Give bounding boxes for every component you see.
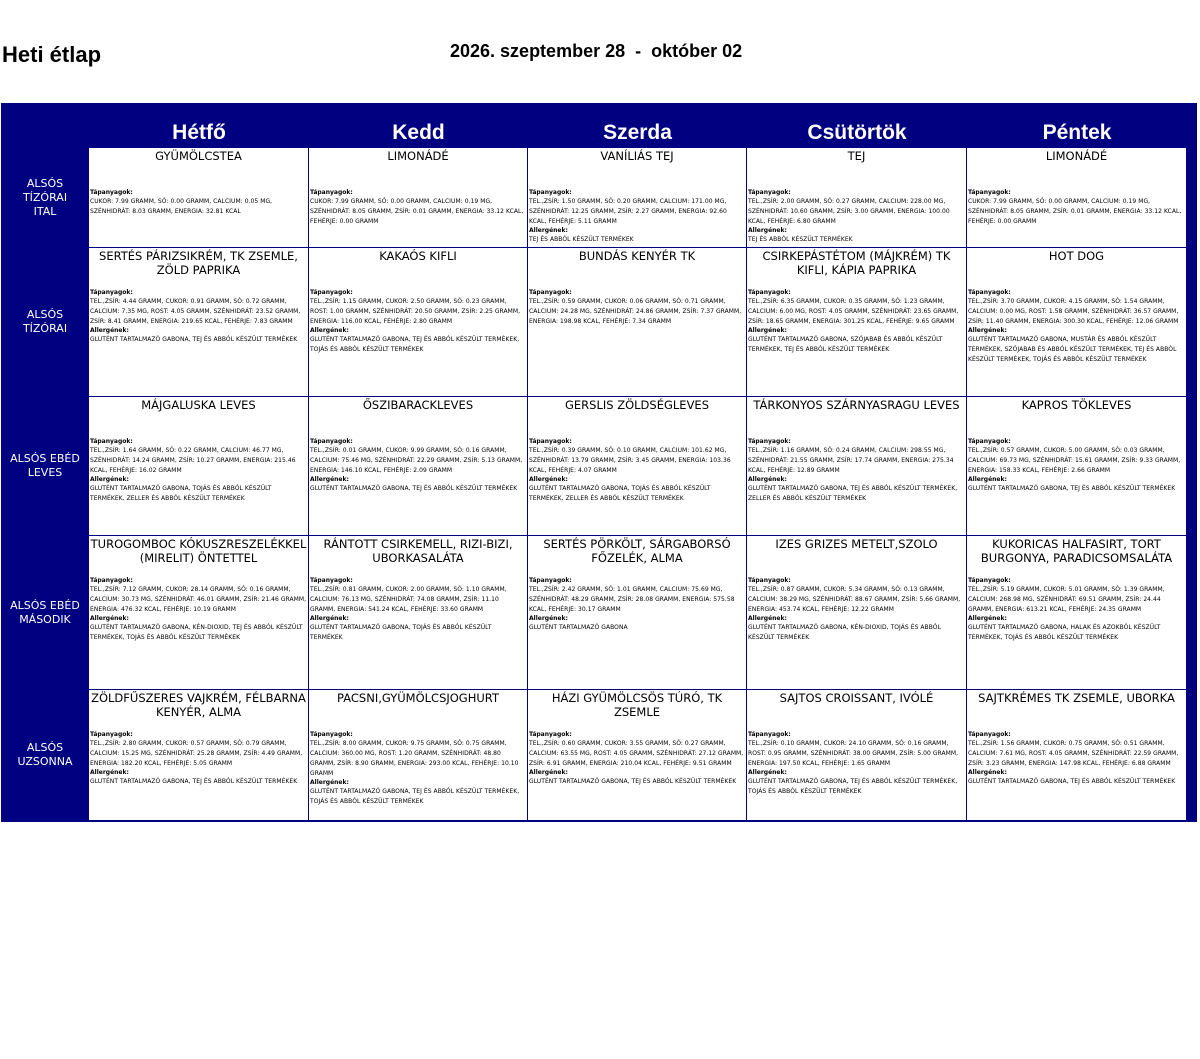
menu-cell-tizorai-ital-thursday bbox=[747, 148, 966, 247]
dish-name: TÁRKONYOS SZÁRNYASRAGU LEVES bbox=[753, 398, 960, 412]
menu-cell-ebed-masodik-wednesday bbox=[528, 536, 746, 689]
dish-name: VANÍLIÁS TEJ bbox=[600, 149, 674, 163]
allergens-text: GLUTÉNT TARTALMAZÓ GABONA, TEJ ÉS ABBÓL KÉSZÜLT TERMÉKEK, ZELLER ÉS ABBÓL KÉSZÜLT TERMÉKEK bbox=[748, 485, 958, 502]
nutrients-text: CUKOR: 7.99 GRAMM, SÓ: 0.00 GRAMM, CALCIUM: 0.05 MG, SZÉNHIDRÁT: 8.03 GRAMM, ENERGIA: 32.81 KCAL bbox=[90, 198, 273, 215]
nutrients-text: TEL.,ZSÍR: 4.44 GRAMM, CUKOR: 0.91 GRAMM, SÓ: 0.72 GRAMM, CALCIUM: 7.35 MG, ROST: 4.05 GRAMM, SZÉNHIDRÁT: 23.52 GRAMM, ZSÍR: 8.41 GRAMM, ENERGIA: 219.65 KCAL, FEHÉRJE: 7.83 GRAMM bbox=[90, 298, 301, 325]
menu-cell-ebed-leves-monday bbox=[89, 397, 308, 535]
menu-table bbox=[1, 103, 1197, 822]
nutrients-label: Tápanyagok: bbox=[748, 731, 791, 738]
allergens-text: GLUTÉNT TARTALMAZÓ GABONA, TEJ ÉS ABBÓL KÉSZÜLT TERMÉKEK bbox=[90, 778, 298, 785]
allergens-text: GLUTÉNT TARTALMAZÓ GABONA, KÉN-DIOXID, TOJÁS ÉS ABBÓL KÉSZÜLT TERMÉKEK bbox=[748, 624, 941, 641]
dish-name: PACSNI,GYÜMÖLCSJOGHURT bbox=[337, 691, 499, 705]
day-header-tuesday: Kedd bbox=[392, 121, 445, 144]
day-header-friday: Péntek bbox=[1042, 121, 1112, 144]
dish-name: BUNDÁS KENYÉR TK bbox=[578, 249, 696, 263]
allergens-label: Allergének: bbox=[748, 227, 787, 234]
nutrients-label: Tápanyagok: bbox=[968, 731, 1011, 738]
allergens-text: GLUTÉNT TARTALMAZÓ GABONA, TEJ ÉS ABBÓL KÉSZÜLT TERMÉKEK, TOJÁS ÉS ABBÓL KÉSZÜLT TERMÉKEK bbox=[310, 788, 520, 805]
allergens-text: GLUTÉNT TARTALMAZÓ GABONA, TEJ ÉS ABBÓL KÉSZÜLT TERMÉKEK bbox=[529, 778, 737, 785]
nutrients-label: Tápanyagok: bbox=[310, 289, 353, 296]
date-range: 2026. szeptember 28 - október 02 bbox=[450, 41, 743, 61]
menu-cell-uzsonna-monday bbox=[89, 690, 308, 820]
menu-cell-uzsonna-tuesday bbox=[309, 690, 527, 820]
menu-cell-ebed-leves-friday bbox=[967, 397, 1186, 535]
allergens-label: Allergének: bbox=[968, 476, 1007, 483]
menu-cell-ebed-masodik-monday bbox=[89, 536, 308, 689]
allergens-text: GLUTÉNT TARTALMAZÓ GABONA, KÉN-DIOXID, TEJ ÉS ABBÓL KÉSZÜLT TERMÉKEK, TOJÁS ÉS ABBÓL KÉSZÜLT TERMÉKEK bbox=[90, 624, 303, 641]
row-label-ebed-masodik: ALSÓS EBÉD MÁSODIK bbox=[10, 598, 80, 626]
nutrients-label: Tápanyagok: bbox=[90, 289, 133, 296]
allergens-text: GLUTÉNT TARTALMAZÓ GABONA, TEJ ÉS ABBÓL KÉSZÜLT TERMÉKEK bbox=[968, 778, 1176, 785]
allergens-text: TEJ ÉS ABBÓL KÉSZÜLT TERMÉKEK bbox=[529, 236, 634, 243]
nutrients-label: Tápanyagok: bbox=[748, 189, 791, 196]
allergens-label: Allergének: bbox=[529, 476, 568, 483]
menu-cell-ebed-leves-tuesday bbox=[309, 397, 527, 535]
nutrients-label: Tápanyagok: bbox=[529, 438, 572, 445]
nutrients-text: TEL.,ZSÍR: 0.39 GRAMM, SÓ: 0.10 GRAMM, CALCIUM: 101.62 MG, SZÉNHIDRÁT: 13.79 GRAMM, ZSÍR: 3.45 GRAMM, ENERGIA: 103.36 KCAL, FEHÉRJE: 4.07 GRAMM bbox=[529, 447, 731, 474]
allergens-label: Allergének: bbox=[968, 327, 1007, 334]
row-label-ebed-leves: ALSÓS EBÉD LEVES bbox=[10, 452, 80, 479]
dish-name: HOT DOG bbox=[1048, 249, 1105, 263]
day-header-thursday: Csütörtök bbox=[807, 121, 907, 144]
nutrients-text: TEL.,ZSÍR: 3.70 GRAMM, CUKOR: 4.15 GRAMM, SÓ: 1.54 GRAMM, CALCIUM: 0.00 MG, ROST: 1.58 GRAMM, SZÉNHIDRÁT: 36.57 GRAMM, ZSÍR: 11.40 GRAMM, ENERGIA: 300.30 KCAL, FEHÉRJE: 12.06 GRAMM bbox=[968, 298, 1179, 325]
menu-cell-ebed-masodik-thursday bbox=[747, 536, 966, 689]
nutrients-text: TEL.,ZSÍR: 0.60 GRAMM, CUKOR: 3.55 GRAMM, SÓ: 0.27 GRAMM, CALCIUM: 63.55 MG, ROST: 4.05 GRAMM, SZÉNHIDRÁT: 27.12 GRAMM, ZSÍR: 6.91 GRAMM, ENERGIA: 210.04 KCAL, FEHÉRJE: 9.51 GRAMM bbox=[529, 740, 744, 767]
nutrients-label: Tápanyagok: bbox=[90, 438, 133, 445]
menu-cell-ebed-leves-thursday bbox=[747, 397, 966, 535]
day-header-monday: Hétfő bbox=[172, 121, 226, 144]
nutrients-label: Tápanyagok: bbox=[310, 438, 353, 445]
nutrients-text: TEL.,ZSÍR: 6.35 GRAMM, CUKOR: 0.35 GRAMM, SÓ: 1.23 GRAMM, CALCIUM: 6.00 MG, ROST: 4.05 GRAMM, SZÉNHIDRÁT: 23.65 GRAMM, ZSÍR: 18.65 GRAMM, ENERGIA: 301.25 KCAL, FEHÉRJE: 9.65 GRAMM bbox=[748, 298, 959, 325]
nutrients-label: Tápanyagok: bbox=[748, 577, 791, 584]
nutrients-label: Tápanyagok: bbox=[90, 577, 133, 584]
nutrients-text: CUKOR: 7.99 GRAMM, SÓ: 0.00 GRAMM, CALCIUM: 0.19 MG, SZÉNHIDRÁT: 8.05 GRAMM, ZSÍR: 0.01 GRAMM, ENERGIA: 33.12 KCAL, FEHÉRJE: 0.00 GRAMM bbox=[968, 198, 1182, 225]
dish-name: LIMONÁDÉ bbox=[387, 149, 449, 163]
dish-name: HÁZI GYÜMÖLCSÖS TÚRÓ, TK ZSEMLE bbox=[551, 691, 723, 719]
allergens-label: Allergének: bbox=[748, 769, 787, 776]
nutrients-text: TEL.,ZSÍR: 2.42 GRAMM, SÓ: 1.01 GRAMM, CALCIUM: 75.69 MG, SZÉNHIDRÁT: 48.29 GRAMM, ZSÍR: 28.08 GRAMM, ENERGIA: 575.58 KCAL, FEHÉRJE: 30.17 GRAMM bbox=[529, 586, 735, 613]
allergens-text: GLUTÉNT TARTALMAZÓ GABONA, TEJ ÉS ABBÓL KÉSZÜLT TERMÉKEK bbox=[90, 336, 298, 343]
allergens-text: GLUTÉNT TARTALMAZÓ GABONA bbox=[529, 624, 628, 631]
nutrients-text: TEL.,ZSÍR: 2.00 GRAMM, SÓ: 0.27 GRAMM, CALCIUM: 228.00 MG, SZÉNHIDRÁT: 10.60 GRAMM, ZSÍR: 3.00 GRAMM, ENERGIA: 100.00 KCAL, FEHÉRJE: 6.80 GRAMM bbox=[748, 198, 950, 225]
dish-name: TUROGOMBOC KÓKUSZRESZELÉKKEL (MIRELIT) ÖNTETTEL bbox=[90, 537, 307, 565]
nutrients-text: TEL.,ZSÍR: 1.64 GRAMM, SÓ: 0.22 GRAMM, CALCIUM: 46.77 MG, SZÉNHIDRÁT: 14.24 GRAMM, ZSÍR: 10.27 GRAMM, ENERGIA: 215.46 KCAL, FEHÉRJE: 16.02 GRAMM bbox=[90, 447, 296, 474]
dish-name: LIMONÁDÉ bbox=[1045, 149, 1108, 163]
allergens-text: GLUTÉNT TARTALMAZÓ GABONA, TOJÁS ÉS ABBÓL KÉSZÜLT TERMÉKEK, ZELLER ÉS ABBÓL KÉSZÜLT TERMÉKEK bbox=[529, 485, 711, 502]
dish-name: IZES GRIZES METELT,SZOLO bbox=[775, 537, 938, 551]
dish-name: MÁJGALUSKA LEVES bbox=[141, 398, 256, 412]
menu-cell-tizorai-ital-tuesday bbox=[309, 148, 527, 247]
dish-name: SERTÉS PÖRKÖLT, SÁRGABORSÓ FŐZELÉK, ALMA bbox=[543, 537, 731, 565]
allergens-text: GLUTÉNT TARTALMAZÓ GABONA, TEJ ÉS ABBÓL KÉSZÜLT TERMÉKEK, TOJÁS ÉS ABBÓL KÉSZÜLT TERMÉKEK bbox=[748, 778, 958, 795]
menu-cell-ebed-masodik-friday bbox=[967, 536, 1186, 689]
allergens-label: Allergének: bbox=[310, 327, 349, 334]
nutrients-label: Tápanyagok: bbox=[968, 438, 1011, 445]
nutrients-text: TEL.,ZSÍR: 0.10 GRAMM, CUKOR: 24.10 GRAMM, SÓ: 0.16 GRAMM, ROST: 0.95 GRAMM, SZÉNHIDRÁT: 38.00 GRAMM, ZSÍR: 5.00 GRAMM, ENERGIA: 197.50 KCAL, FEHÉRJE: 1.65 GRAMM bbox=[748, 740, 959, 767]
row-label-tizorai-ital: ALSÓS TÍZÓRAI ITAL bbox=[22, 176, 68, 218]
dish-name: GERSLIS ZÖLDSÉGLEVES bbox=[565, 398, 709, 412]
nutrients-text: TEL.,ZSÍR: 1.56 GRAMM, CUKOR: 0.75 GRAMM, SÓ: 0.51 GRAMM, CALCIUM: 7.61 MG, ROST: 4.05 GRAMM, SZÉNHIDRÁT: 22.59 GRAMM, ZSÍR: 3.23 GRAMM, ENERGIA: 147.98 KCAL, FEHÉRJE: 6.88 GRAMM bbox=[968, 740, 1179, 767]
menu-cell-uzsonna-wednesday bbox=[528, 690, 746, 820]
allergens-text: GLUTÉNT TARTALMAZÓ GABONA, TOJÁS ÉS ABBÓL KÉSZÜLT TERMÉKEK bbox=[310, 624, 492, 641]
nutrients-text: TEL.,ZSÍR: 0.59 GRAMM, CUKOR: 0.06 GRAMM, SÓ: 0.71 GRAMM, CALCIUM: 24.28 MG, SZÉNHIDRÁT: 24.86 GRAMM, ZSÍR: 7.37 GRAMM, ENERGIA: 198.98 KCAL, FEHÉRJE: 7.34 GRAMM bbox=[529, 298, 742, 325]
allergens-text: GLUTÉNT TARTALMAZÓ GABONA, TEJ ÉS ABBÓL KÉSZÜLT TERMÉKEK, TOJÁS ÉS ABBÓL KÉSZÜLT TERMÉKEK bbox=[310, 336, 520, 353]
allergens-label: Allergének: bbox=[529, 769, 568, 776]
allergens-text: GLUTÉNT TARTALMAZÓ GABONA, MUSTÁR ÉS ABBÓL KÉSZÜLT TERMÉKEK, SZÓJABAB ÉS ABBÓL KÉSZÜLT TERMÉKEK, TEJ ÉS ABBÓL KÉSZÜLT TERMÉKEK, TOJÁS ÉS ABBÓL KÉSZÜLT TERMÉKEK bbox=[968, 336, 1177, 363]
nutrients-text: TEL.,ZSÍR: 2.80 GRAMM, CUKOR: 0.57 GRAMM, SÓ: 0.79 GRAMM, CALCIUM: 15.25 MG, SZÉNHIDRÁT: 25.28 GRAMM, ZSÍR: 4.49 GRAMM, ENERGIA: 182.20 KCAL, FEHÉRJE: 5.05 GRAMM bbox=[90, 740, 303, 767]
nutrients-label: Tápanyagok: bbox=[529, 289, 572, 296]
nutrients-label: Tápanyagok: bbox=[968, 189, 1011, 196]
menu-cell-tizorai-wednesday bbox=[528, 248, 746, 396]
menu-cell-tizorai-thursday bbox=[747, 248, 966, 396]
nutrients-label: Tápanyagok: bbox=[90, 731, 133, 738]
dish-name: KAPROS TÖKLEVES bbox=[1021, 398, 1132, 412]
menu-cell-ebed-leves-wednesday bbox=[528, 397, 746, 535]
allergens-label: Allergének: bbox=[90, 615, 129, 622]
nutrients-label: Tápanyagok: bbox=[968, 577, 1011, 584]
nutrients-text: TEL.,ZSÍR: 5.19 GRAMM, CUKOR: 5.01 GRAMM, SÓ: 1.39 GRAMM, CALCIUM: 268.98 MG, SZÉNHIDRÁT: 69.51 GRAMM, ZSÍR: 24.44 GRAMM, ENERGIA: 613.21 KCAL, FEHÉRJE: 24.35 GRAMM bbox=[968, 586, 1165, 613]
row-label-uzsonna: ALSÓS UZSONNA bbox=[17, 741, 73, 768]
menu-cell-tizorai-ital-wednesday bbox=[528, 148, 746, 247]
dish-name: SAJTOS CROISSANT, IVÓLÉ bbox=[779, 691, 934, 705]
nutrients-text: TEL.,ZSÍR: 7.12 GRAMM, CUKOR: 28.14 GRAMM, SÓ: 0.16 GRAMM, CALCIUM: 30.73 MG, SZÉNHIDRÁT: 46.01 GRAMM, ZSÍR: 21.46 GRAMM, ENERGIA: 476.32 KCAL, FEHÉRJE: 10.19 GRAMM bbox=[90, 586, 307, 613]
nutrients-text: TEL.,ZSÍR: 0.81 GRAMM, CUKOR: 2.00 GRAMM, SÓ: 1.10 GRAMM, CALCIUM: 76.13 MG, SZÉNHIDRÁT: 74.08 GRAMM, ZSÍR: 11.10 GRAMM, ENERGIA: 541.24 KCAL, FEHÉRJE: 33.60 GRAMM bbox=[310, 586, 507, 613]
dish-name: TEJ bbox=[847, 149, 866, 163]
row-label-tizorai: ALSÓS TÍZÓRAI bbox=[22, 308, 68, 335]
nutrients-text: TEL.,ZSÍR: 1.16 GRAMM, SÓ: 0.24 GRAMM, CALCIUM: 298.55 MG, SZÉNHIDRÁT: 21.55 GRAMM, ZSÍR: 17.74 GRAMM, ENERGIA: 275.34 KCAL, FEHÉRJE: 12.89 GRAMM bbox=[748, 447, 954, 474]
allergens-label: Allergének: bbox=[529, 227, 568, 234]
menu-cell-tizorai-ital-monday bbox=[89, 148, 308, 247]
nutrients-text: TEL.,ZSÍR: 8.00 GRAMM, CUKOR: 9.75 GRAMM, SÓ: 0.75 GRAMM, CALCIUM: 360.00 MG, ROST: 1.20 GRAMM, SZÉNHIDRÁT: 48.80 GRAMM, ZSÍR: 8.90 GRAMM, ENERGIA: 293.00 KCAL, FEHÉRJE: 10.10 GRAMM bbox=[310, 740, 519, 777]
nutrients-label: Tápanyagok: bbox=[748, 438, 791, 445]
allergens-label: Allergének: bbox=[529, 615, 568, 622]
nutrients-text: TEL.,ZSÍR: 1.50 GRAMM, SÓ: 0.20 GRAMM, CALCIUM: 171.00 MG, SZÉNHIDRÁT: 12.25 GRAMM, ZSÍR: 2.27 GRAMM, ENERGIA: 92.60 KCAL, FEHÉRJE: 5.11 GRAMM bbox=[529, 198, 727, 225]
page-title: Heti étlap bbox=[2, 42, 102, 67]
nutrients-label: Tápanyagok: bbox=[310, 577, 353, 584]
dish-name: KAKAÓS KIFLI bbox=[379, 249, 457, 263]
menu-cell-uzsonna-friday bbox=[967, 690, 1186, 820]
menu-cell-uzsonna-thursday bbox=[747, 690, 966, 820]
nutrients-label: Tápanyagok: bbox=[748, 289, 791, 296]
menu-cell-tizorai-tuesday bbox=[309, 248, 527, 396]
allergens-label: Allergének: bbox=[968, 769, 1007, 776]
allergens-label: Allergének: bbox=[748, 476, 787, 483]
allergens-text: GLUTÉNT TARTALMAZÓ GABONA, HALAK ÉS AZOKBÓL KÉSZÜLT TERMÉKEK, TOJÁS ÉS ABBÓL KÉSZÜLT TERMÉKEK bbox=[968, 624, 1161, 641]
allergens-label: Allergének: bbox=[310, 615, 349, 622]
allergens-label: Allergének: bbox=[310, 779, 349, 786]
nutrients-label: Tápanyagok: bbox=[968, 289, 1011, 296]
dish-name: ŐSZIBARACKLEVES bbox=[362, 398, 474, 412]
allergens-label: Allergének: bbox=[310, 476, 349, 483]
menu-cell-tizorai-monday bbox=[89, 248, 308, 396]
nutrients-label: Tápanyagok: bbox=[90, 189, 133, 196]
allergens-label: Allergének: bbox=[90, 769, 129, 776]
allergens-label: Allergének: bbox=[968, 615, 1007, 622]
allergens-text: GLUTÉNT TARTALMAZÓ GABONA, SZÓJABAB ÉS ABBÓL KÉSZÜLT TERMÉKEK, TEJ ÉS ABBÓL KÉSZÜLT TERMÉKEK bbox=[748, 336, 943, 353]
allergens-text: GLUTÉNT TARTALMAZÓ GABONA, TEJ ÉS ABBÓL KÉSZÜLT TERMÉKEK bbox=[310, 485, 518, 492]
day-header-wednesday: Szerda bbox=[603, 121, 672, 144]
dish-name: SAJTKRÉMES TK ZSEMLE, UBORKA bbox=[978, 691, 1175, 705]
nutrients-label: Tápanyagok: bbox=[310, 189, 353, 196]
dish-name: GYÜMÖLCSTEA bbox=[155, 149, 242, 163]
allergens-label: Allergének: bbox=[90, 476, 129, 483]
allergens-label: Allergének: bbox=[748, 615, 787, 622]
dish-name: SERTÉS PÁRIZSIKRÉM, TK ZSEMLE, ZÖLD PAPRIKA bbox=[99, 249, 298, 277]
nutrients-label: Tápanyagok: bbox=[529, 189, 572, 196]
allergens-label: Allergének: bbox=[90, 327, 129, 334]
nutrients-text: TEL.,ZSÍR: 0.87 GRAMM, CUKOR: 5.34 GRAMM, SÓ: 0.13 GRAMM, CALCIUM: 38.29 MG, SZÉNHIDRÁT: 88.67 GRAMM, ZSÍR: 5.66 GRAMM, ENERGIA: 453.74 KCAL, FEHÉRJE: 12.22 GRAMM bbox=[748, 586, 961, 613]
dish-name: KUKORICAS HALFASIRT, TORT BURGONYA, PARADICSOMSALÁTA bbox=[980, 537, 1173, 565]
allergens-text: GLUTÉNT TARTALMAZÓ GABONA, TEJ ÉS ABBÓL KÉSZÜLT TERMÉKEK bbox=[968, 485, 1176, 492]
allergens-label: Allergének: bbox=[748, 327, 787, 334]
nutrients-text: TEL.,ZSÍR: 0.01 GRAMM, CUKOR: 9.99 GRAMM, SÓ: 0.16 GRAMM, CALCIUM: 75.46 MG, SZÉNHIDRÁT: 22.29 GRAMM, ZSÍR: 5.13 GRAMM, ENERGIA: 146.10 KCAL, FEHÉRJE: 2.09 GRAMM bbox=[310, 447, 523, 474]
nutrients-text: TEL.,ZSÍR: 1.15 GRAMM, CUKOR: 2.50 GRAMM, SÓ: 0.23 GRAMM, ROST: 1.00 GRAMM, SZÉNHIDRÁT: 20.50 GRAMM, ZSÍR: 2.25 GRAMM, ENERGIA: 116.00 KCAL, FEHÉRJE: 2.80 GRAMM bbox=[310, 298, 521, 325]
menu-cell-tizorai-friday bbox=[967, 248, 1186, 396]
nutrients-label: Tápanyagok: bbox=[529, 577, 572, 584]
menu-cell-ebed-masodik-tuesday bbox=[309, 536, 527, 689]
menu-cell-tizorai-ital-friday bbox=[967, 148, 1186, 247]
nutrients-text: TEL.,ZSÍR: 0.57 GRAMM, CUKOR: 5.00 GRAMM, SÓ: 0.03 GRAMM, CALCIUM: 69.73 MG, SZÉNHIDRÁT: 15.61 GRAMM, ZSÍR: 9.33 GRAMM, ENERGIA: 158.33 KCAL, FEHÉRJE: 2.66 GRAMM bbox=[968, 447, 1181, 474]
allergens-text: GLUTÉNT TARTALMAZÓ GABONA, TOJÁS ÉS ABBÓL KÉSZÜLT TERMÉKEK, ZELLER ÉS ABBÓL KÉSZÜLT TERMÉKEK bbox=[90, 485, 272, 502]
nutrients-label: Tápanyagok: bbox=[529, 731, 572, 738]
dish-name: CSIRKEPÁSTÉTOM (MÁJKRÉM) TK KIFLI, KÁPIA PAPRIKA bbox=[762, 249, 951, 277]
nutrients-text: CUKOR: 7.99 GRAMM, SÓ: 0.00 GRAMM, CALCIUM: 0.19 MG, SZÉNHIDRÁT: 8.05 GRAMM, ZSÍR: 0.01 GRAMM, ENERGIA: 33.12 KCAL, FEHÉRJE: 0.00 GRAMM bbox=[310, 198, 524, 225]
allergens-text: TEJ ÉS ABBÓL KÉSZÜLT TERMÉKEK bbox=[748, 236, 853, 243]
dish-name: RÁNTOTT CSIRKEMELL, RIZI-BIZI, UBORKASALÁTA bbox=[323, 537, 513, 565]
dish-name: ZÖLDFŰSZERES VAJKRÉM, FÉLBARNA KENYÉR, ALMA bbox=[91, 691, 306, 719]
nutrients-label: Tápanyagok: bbox=[310, 731, 353, 738]
